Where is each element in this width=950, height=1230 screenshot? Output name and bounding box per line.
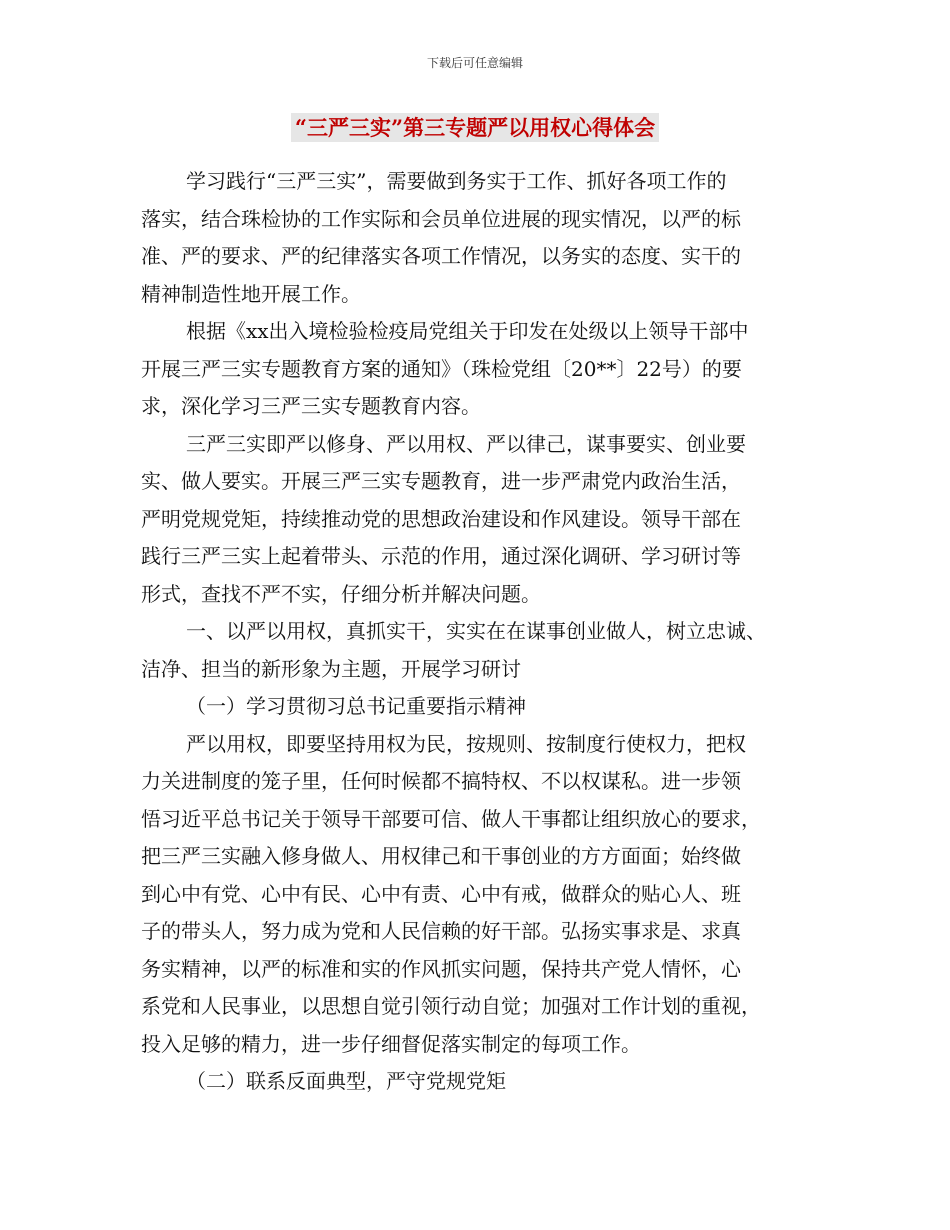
paragraph-line: 到心中有党、心中有民、心中有责、心中有戒，做群众的贴心人、班 (141, 881, 741, 906)
paragraph-line: 落实，结合珠检协的工作实际和会员单位进展的现实情况，以严的标 (141, 206, 741, 231)
paragraph-first-line: 一、以严以用权，真抓实干，实实在在谋事创业做人，树立忠诚、 (186, 619, 766, 643)
document-title: “三严三实”第三专题严以用权心得体会 (291, 113, 659, 142)
paragraph-line: 精神制造性地开展工作。 (141, 281, 361, 306)
paragraph-line: 力关进制度的笼子里，任何时候都不搞特权、不以权谋私。进一步领 (141, 769, 741, 793)
paragraph-line: 悟习近平总书记关于领导干部要可信、做人干事都让组织放心的要求， (141, 806, 761, 831)
paragraph-first-line: （一）学习贯彻习总书记重要指示精神 (186, 694, 526, 718)
paragraph-line: 严明党规党矩，持续推动党的思想政治建设和作风建设。领导干部在 (141, 506, 741, 531)
paragraph-first-line: 三严三实即严以修身、严以用权、严以律己，谋事要实、创业要 (186, 431, 746, 456)
paragraph-first-line: （二）联系反面典型，严守党规党矩 (186, 1069, 506, 1093)
paragraph-line: 求，深化学习三严三实专题教育内容。 (141, 394, 481, 418)
paragraph-first-line: 根据《xx出入境检验检疫局党组关于印发在处级以上领导干部中 (186, 319, 749, 343)
paragraph-line: 把三严三实融入修身做人、用权律己和干事创业的方方面面；始终做 (141, 844, 741, 868)
paragraph-first-line: 严以用权，即要坚持用权为民，按规则、按制度行使权力，把权 (186, 731, 746, 756)
paragraph-line: 系党和人民事业，以思想自觉引领行动自觉；加强对工作计划的重视， (141, 994, 761, 1018)
paragraph-first-line: 学习践行“三严三实”，需要做到务实于工作、抓好各项工作的 (186, 169, 727, 193)
paragraph-line: 准、严的要求、严的纪律落实各项工作情况，以务实的态度、实干的 (141, 244, 741, 268)
paragraph-line: 投入足够的精力，进一步仔细督促落实制定的每项工作。 (141, 1031, 641, 1056)
document-body (141, 163, 813, 1101)
document-title-wrapper (0, 112, 950, 142)
paragraph-line: 务实精神，以严的标准和实的作风抓实问题，保持共产党人情怀，心 (141, 956, 741, 981)
paragraph-line: 洁净、担当的新形象为主题，开展学习研讨 (141, 656, 521, 681)
paragraph-line: 形式，查找不严不实，仔细分析并解决问题。 (141, 581, 541, 606)
paragraph-line: 子的带头人，努力成为党和人民信赖的好干部。弘扬实事求是、求真 (141, 919, 741, 943)
paragraph-line: 开展三严三实专题教育方案的通知》（珠检党组〔20**〕22号）的要 (141, 356, 742, 381)
paragraph-line: 践行三严三实上起着带头、示范的作用，通过深化调研、学习研讨等 (141, 544, 741, 568)
paragraph-line: 实、做人要实。开展三严三实专题教育，进一步严肃党内政治生活， (141, 469, 741, 493)
page-header-note: 下载后可任意编辑 (426, 56, 523, 70)
